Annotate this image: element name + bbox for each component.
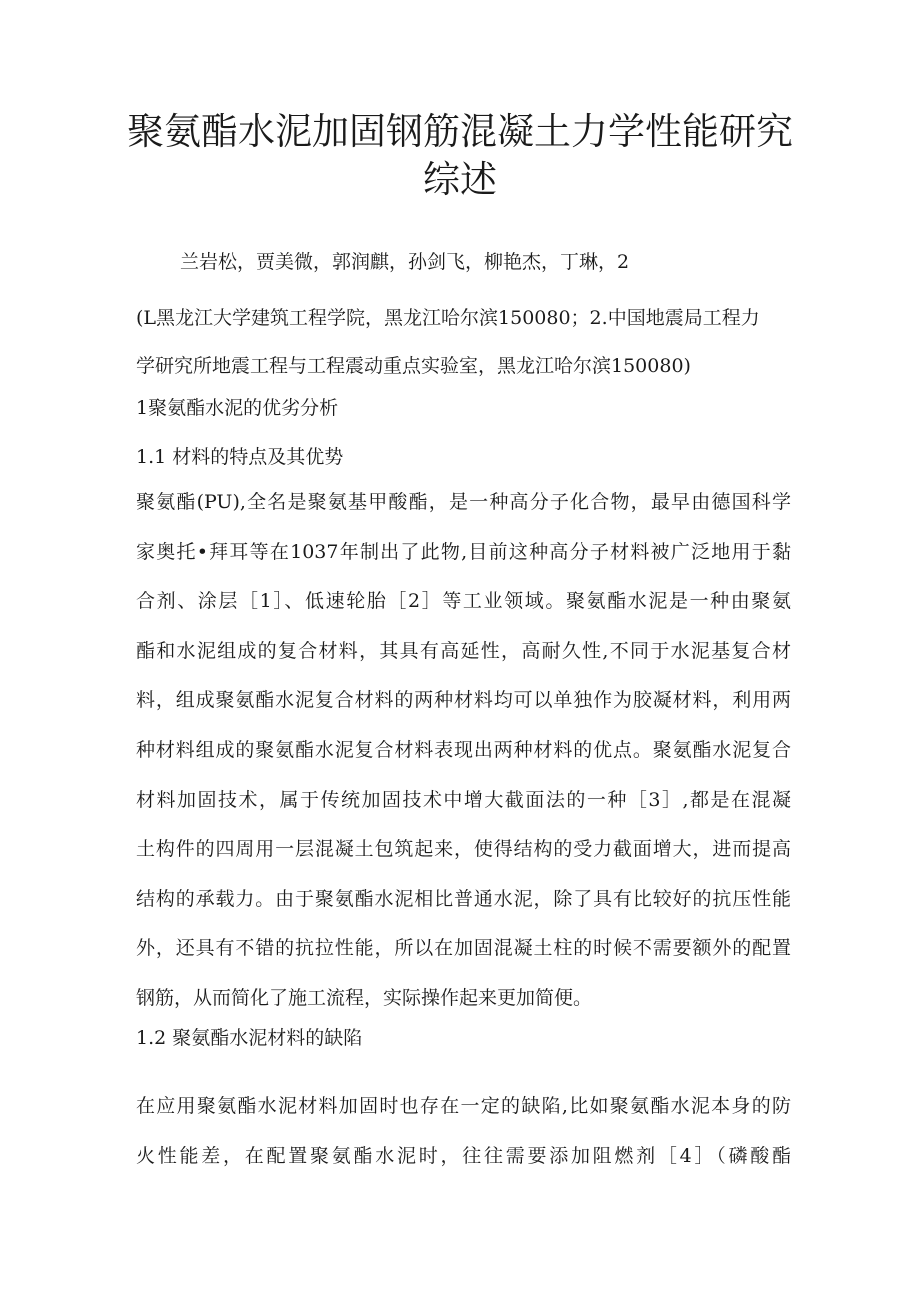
paragraph-line: 结构的承载力。由于聚氨酯水泥相比普通水泥，除了具有比较好的抗压性能 — [136, 887, 791, 910]
paragraph-line: 材料加固技术，属于传统加固技术中增大截面法的一种［3］,都是在混凝 — [136, 788, 791, 811]
paragraph-line: 火性能差，在配置聚氨酯水泥时，往往需要添加阻燃剂［4］（磷酸酯 — [136, 1144, 791, 1167]
paragraph-line: 酯和水泥组成的复合材料，其具有高延性，高耐久性,不同于水泥基复合材 — [136, 639, 791, 662]
section-heading-1: 1聚氨酯水泥的优劣分析 — [136, 397, 339, 419]
section-heading-1-2: 1.2 聚氨酯水泥材料的缺陷 — [136, 1027, 363, 1049]
paragraph-line: 家奥托•拜耳等在1037年制出了此物,目前这种高分子材料被广泛地用于黏 — [136, 540, 791, 563]
affiliation-line: 学研究所地震工程与工程震动重点实验室，黑龙江哈尔滨150080) — [136, 355, 691, 377]
title-line-1: 聚氨酯水泥加固钢筋混凝土力学性能研究 — [127, 110, 793, 153]
affiliation-line: (L黑龙江大学建筑工程学院，黑龙江哈尔滨150080；2.中国地震局工程力 — [136, 307, 760, 329]
paragraph-line: 合剂、涂层［1］、低速轮胎［2］等工业领域。聚氨酯水泥是一种由聚氨 — [136, 590, 791, 613]
paragraph-line: 外，还具有不错的抗拉性能，所以在加固混凝土柱的时候不需要额外的配置 — [136, 937, 791, 960]
author-list: 兰岩松，贾美微，郭润麒，孙剑飞，柳艳杰，丁琳，2 — [180, 251, 630, 273]
paragraph-line: 料，组成聚氨酯水泥复合材料的两种材料均可以单独作为胶凝材料，利用两 — [136, 689, 791, 712]
paragraph-line: 钢筋，从而简化了施工流程，实际操作起来更加简便。 — [136, 986, 593, 1009]
paragraph-line: 土构件的四周用一层混凝土包筑起来，使得结构的受力截面增大，进而提高 — [136, 838, 791, 861]
affiliation — [136, 294, 796, 390]
paragraph-line: 种材料组成的聚氨酯水泥复合材料表现出两种材料的优点。聚氨酯水泥复合 — [136, 738, 791, 761]
document-title — [100, 108, 820, 204]
section-heading-1-1: 1.1 材料的特点及其优势 — [136, 446, 344, 468]
section-1-1-paragraph — [136, 478, 791, 1024]
section-1-2-paragraph — [136, 1082, 791, 1181]
paragraph-line: 在应用聚氨酯水泥材料加固时也存在一定的缺陷,比如聚氨酯水泥本身的防 — [136, 1095, 791, 1117]
paragraph-line: 聚氨酯(PU),全名是聚氨基甲酸酯，是一种高分子化合物，最早由德国科学 — [136, 491, 791, 513]
title-line-2: 综述 — [423, 158, 497, 201]
